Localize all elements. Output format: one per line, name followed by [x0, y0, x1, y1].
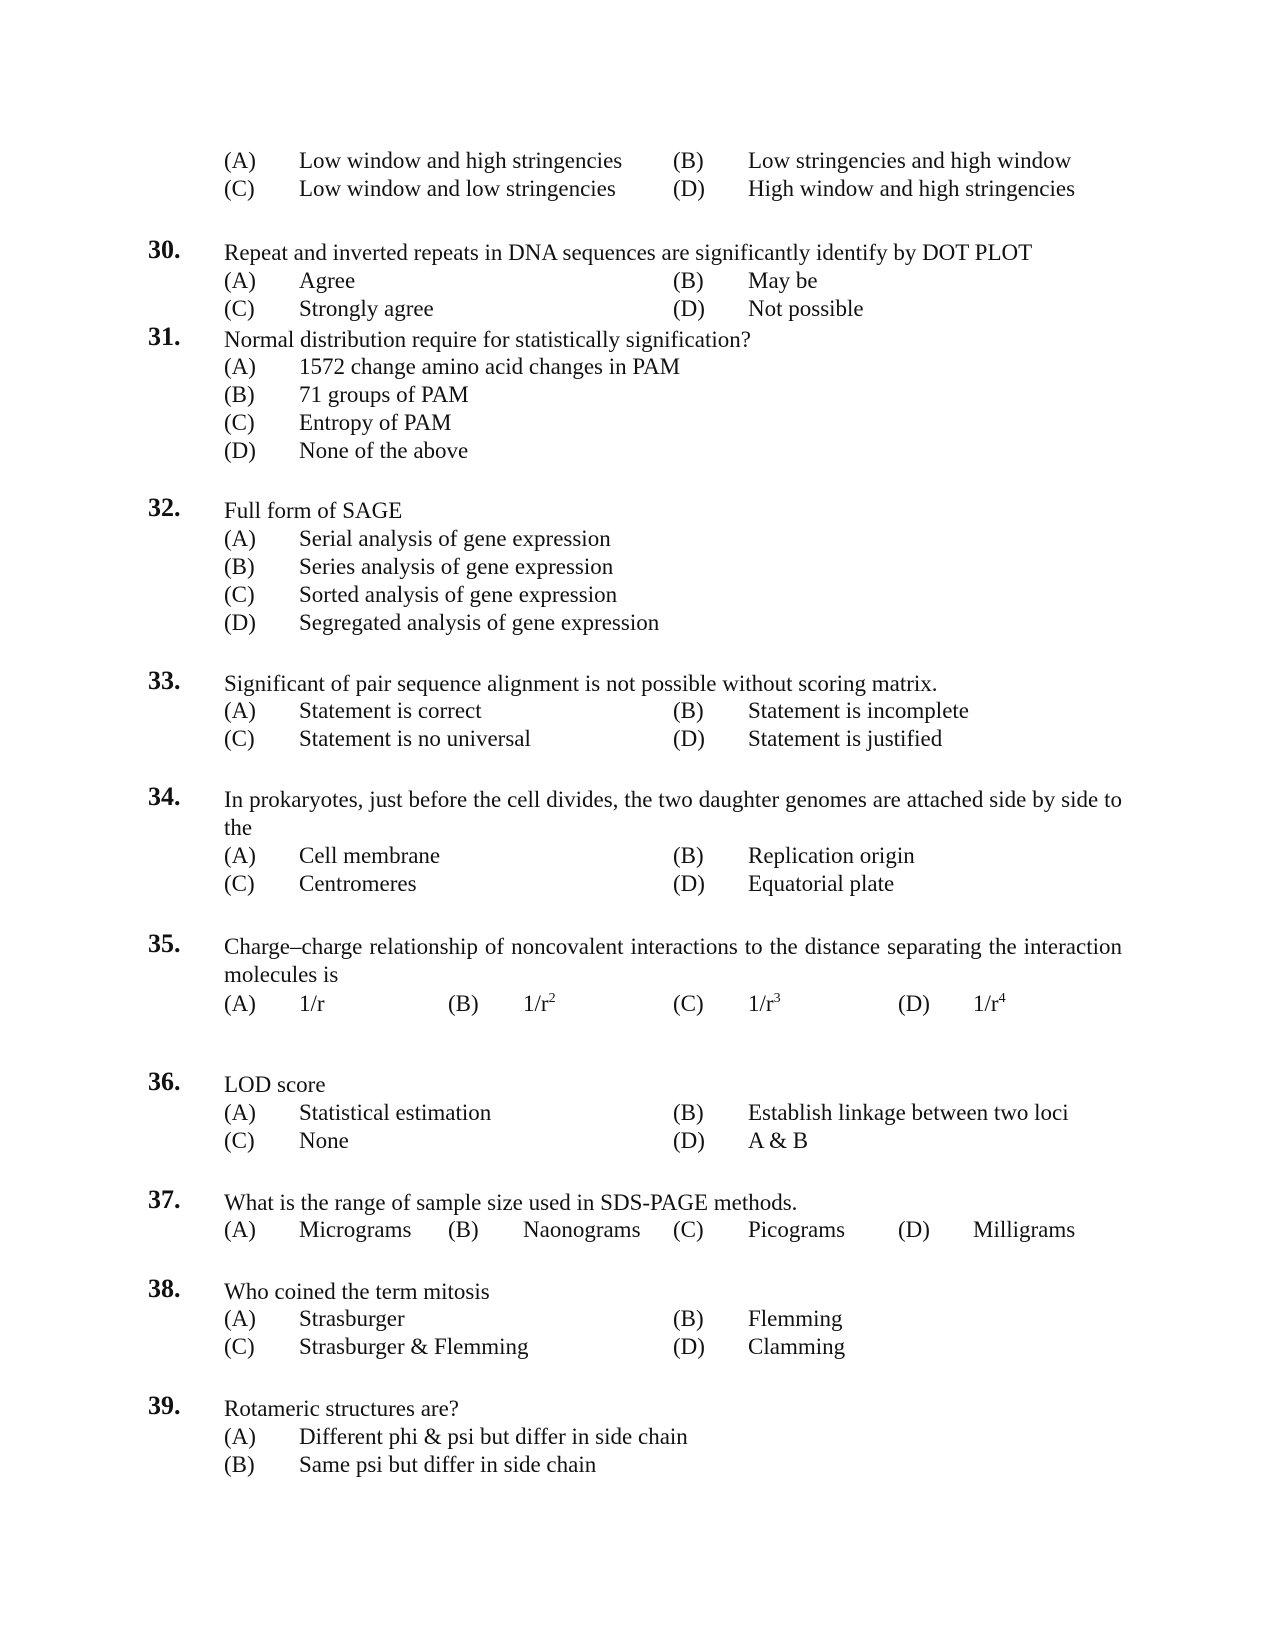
option-label: (B)	[673, 843, 704, 868]
question-number: 34.	[148, 782, 181, 811]
option-label: (C)	[224, 1128, 255, 1153]
option-label: (D)	[898, 991, 930, 1016]
option-label: (D)	[673, 296, 705, 321]
option-text: Cell membrane	[299, 843, 441, 868]
question-number: 32.	[148, 493, 181, 522]
option-label: (B)	[448, 1217, 479, 1242]
option-text: Strongly agree	[299, 296, 434, 321]
option-text: Replication origin	[748, 843, 915, 868]
option-text: Strasburger & Flemming	[299, 1334, 529, 1359]
option-label: (A)	[224, 1306, 256, 1331]
option-text: Statistical estimation	[299, 1100, 492, 1125]
question-number: 31.	[148, 322, 181, 351]
option-text: Statement is correct	[299, 698, 482, 723]
option-label: (B)	[673, 1306, 704, 1331]
option-text: Strasburger	[299, 1306, 405, 1331]
option-label: (C)	[224, 582, 255, 607]
option-label: (B)	[673, 698, 704, 723]
option-label: (C)	[224, 871, 255, 896]
option-label: (C)	[224, 176, 255, 201]
option-text: 1/r	[299, 991, 325, 1016]
option-label: (B)	[224, 554, 255, 579]
option-label: (B)	[673, 148, 704, 173]
option-label: (B)	[224, 382, 255, 407]
option-label: (D)	[224, 438, 256, 463]
option-text: None of the above	[299, 438, 469, 463]
option-label: (D)	[673, 176, 705, 201]
question-stem: In prokaryotes, just before the cell divides, the two daughter genomes are attached side by side to the	[224, 787, 1122, 840]
option-text: Milligrams	[973, 1217, 1076, 1242]
option-text: A & B	[748, 1128, 809, 1153]
option-text: Flemming	[748, 1306, 843, 1331]
question-number: 35.	[148, 929, 181, 958]
option-text: Centromeres	[299, 871, 417, 896]
option-label: (C)	[673, 991, 704, 1016]
option-label: (A)	[224, 1100, 256, 1125]
option-label: (D)	[673, 1128, 705, 1153]
option-label: (C)	[224, 1334, 255, 1359]
option-label: (D)	[673, 1334, 705, 1359]
option-text: Clamming	[748, 1334, 846, 1359]
option-text: High window and high stringencies	[748, 176, 1076, 201]
option-text: Not possible	[748, 296, 864, 321]
question-stem: Significant of pair sequence alignment is not possible without scoring matrix.	[224, 671, 938, 696]
question-number: 39.	[148, 1391, 181, 1420]
question-stem: Normal distribution require for statistically signification?	[224, 327, 751, 352]
option-text: Same psi but differ in side chain	[299, 1452, 597, 1477]
option-text: Picograms	[748, 1217, 846, 1242]
option-text: Segregated analysis of gene expression	[299, 610, 660, 635]
question-number: 38.	[148, 1274, 181, 1303]
option-text: Naonograms	[523, 1217, 641, 1242]
option-label: (C)	[224, 410, 255, 435]
option-text: $1/r^4$	[973, 991, 1006, 1016]
question-number: 30.	[148, 235, 181, 264]
option-label: (D)	[673, 726, 705, 751]
option-text: Different phi & psi but differ in side chain	[299, 1424, 688, 1449]
option-label: (A)	[224, 1217, 256, 1242]
option-label: (A)	[224, 526, 256, 551]
question-number: 33.	[148, 666, 181, 695]
option-text: Statement is no universal	[299, 726, 531, 751]
option-text: None	[299, 1128, 349, 1153]
option-text: Serial analysis of gene expression	[299, 526, 611, 551]
option-label: (A)	[224, 1424, 256, 1449]
option-text: $1/r^2$	[523, 991, 556, 1016]
question-stem: Full form of SAGE	[224, 498, 403, 523]
option-label: (A)	[224, 354, 256, 379]
option-label: (D)	[224, 610, 256, 635]
option-text: Equatorial plate	[748, 871, 895, 896]
question-stem: Charge–charge relationship of noncovalent interactions to the distance separating the interaction molecules is	[224, 934, 1122, 987]
option-text: $1/r^3$	[748, 991, 781, 1016]
option-label: (C)	[224, 296, 255, 321]
option-text: Low window and low stringencies	[299, 176, 616, 201]
question-number: 36.	[148, 1067, 181, 1096]
option-text: Micrograms	[299, 1217, 412, 1242]
option-label: (C)	[224, 726, 255, 751]
question-stem: Rotameric structures are?	[224, 1396, 459, 1421]
option-label: (C)	[673, 1217, 704, 1242]
question-stem: Repeat and inverted repeats in DNA sequences are significantly identify by DOT PLOT	[224, 240, 1033, 265]
option-label: (D)	[898, 1217, 930, 1242]
option-text: 1572 change amino acid changes in PAM	[299, 354, 681, 379]
question-number: 37.	[148, 1185, 181, 1214]
option-text: Statement is justified	[748, 726, 943, 751]
question-stem: What is the range of sample size used in SDS-PAGE methods.	[224, 1190, 798, 1215]
option-text: Entropy of PAM	[299, 410, 452, 435]
option-text: Low window and high stringencies	[299, 148, 623, 173]
option-label: (B)	[673, 268, 704, 293]
option-label: (B)	[448, 991, 479, 1016]
option-label: (A)	[224, 268, 256, 293]
option-label: (A)	[224, 698, 256, 723]
option-text: Sorted analysis of gene expression	[299, 582, 618, 607]
question-stem: LOD score	[224, 1072, 326, 1097]
option-text: Series analysis of gene expression	[299, 554, 614, 579]
option-text: Agree	[299, 268, 356, 293]
question-stem: Who coined the term mitosis	[224, 1279, 490, 1304]
option-label: (B)	[224, 1452, 255, 1477]
option-text: 71 groups of PAM	[299, 382, 469, 407]
option-label: (B)	[673, 1100, 704, 1125]
option-label: (A)	[224, 148, 256, 173]
option-text: Establish linkage between two loci	[748, 1100, 1069, 1125]
option-text: Statement is incomplete	[748, 698, 970, 723]
option-text: Low stringencies and high window	[748, 148, 1072, 173]
option-label: (A)	[224, 843, 256, 868]
option-text: May be	[748, 268, 818, 293]
option-label: (A)	[224, 991, 256, 1016]
option-label: (D)	[673, 871, 705, 896]
